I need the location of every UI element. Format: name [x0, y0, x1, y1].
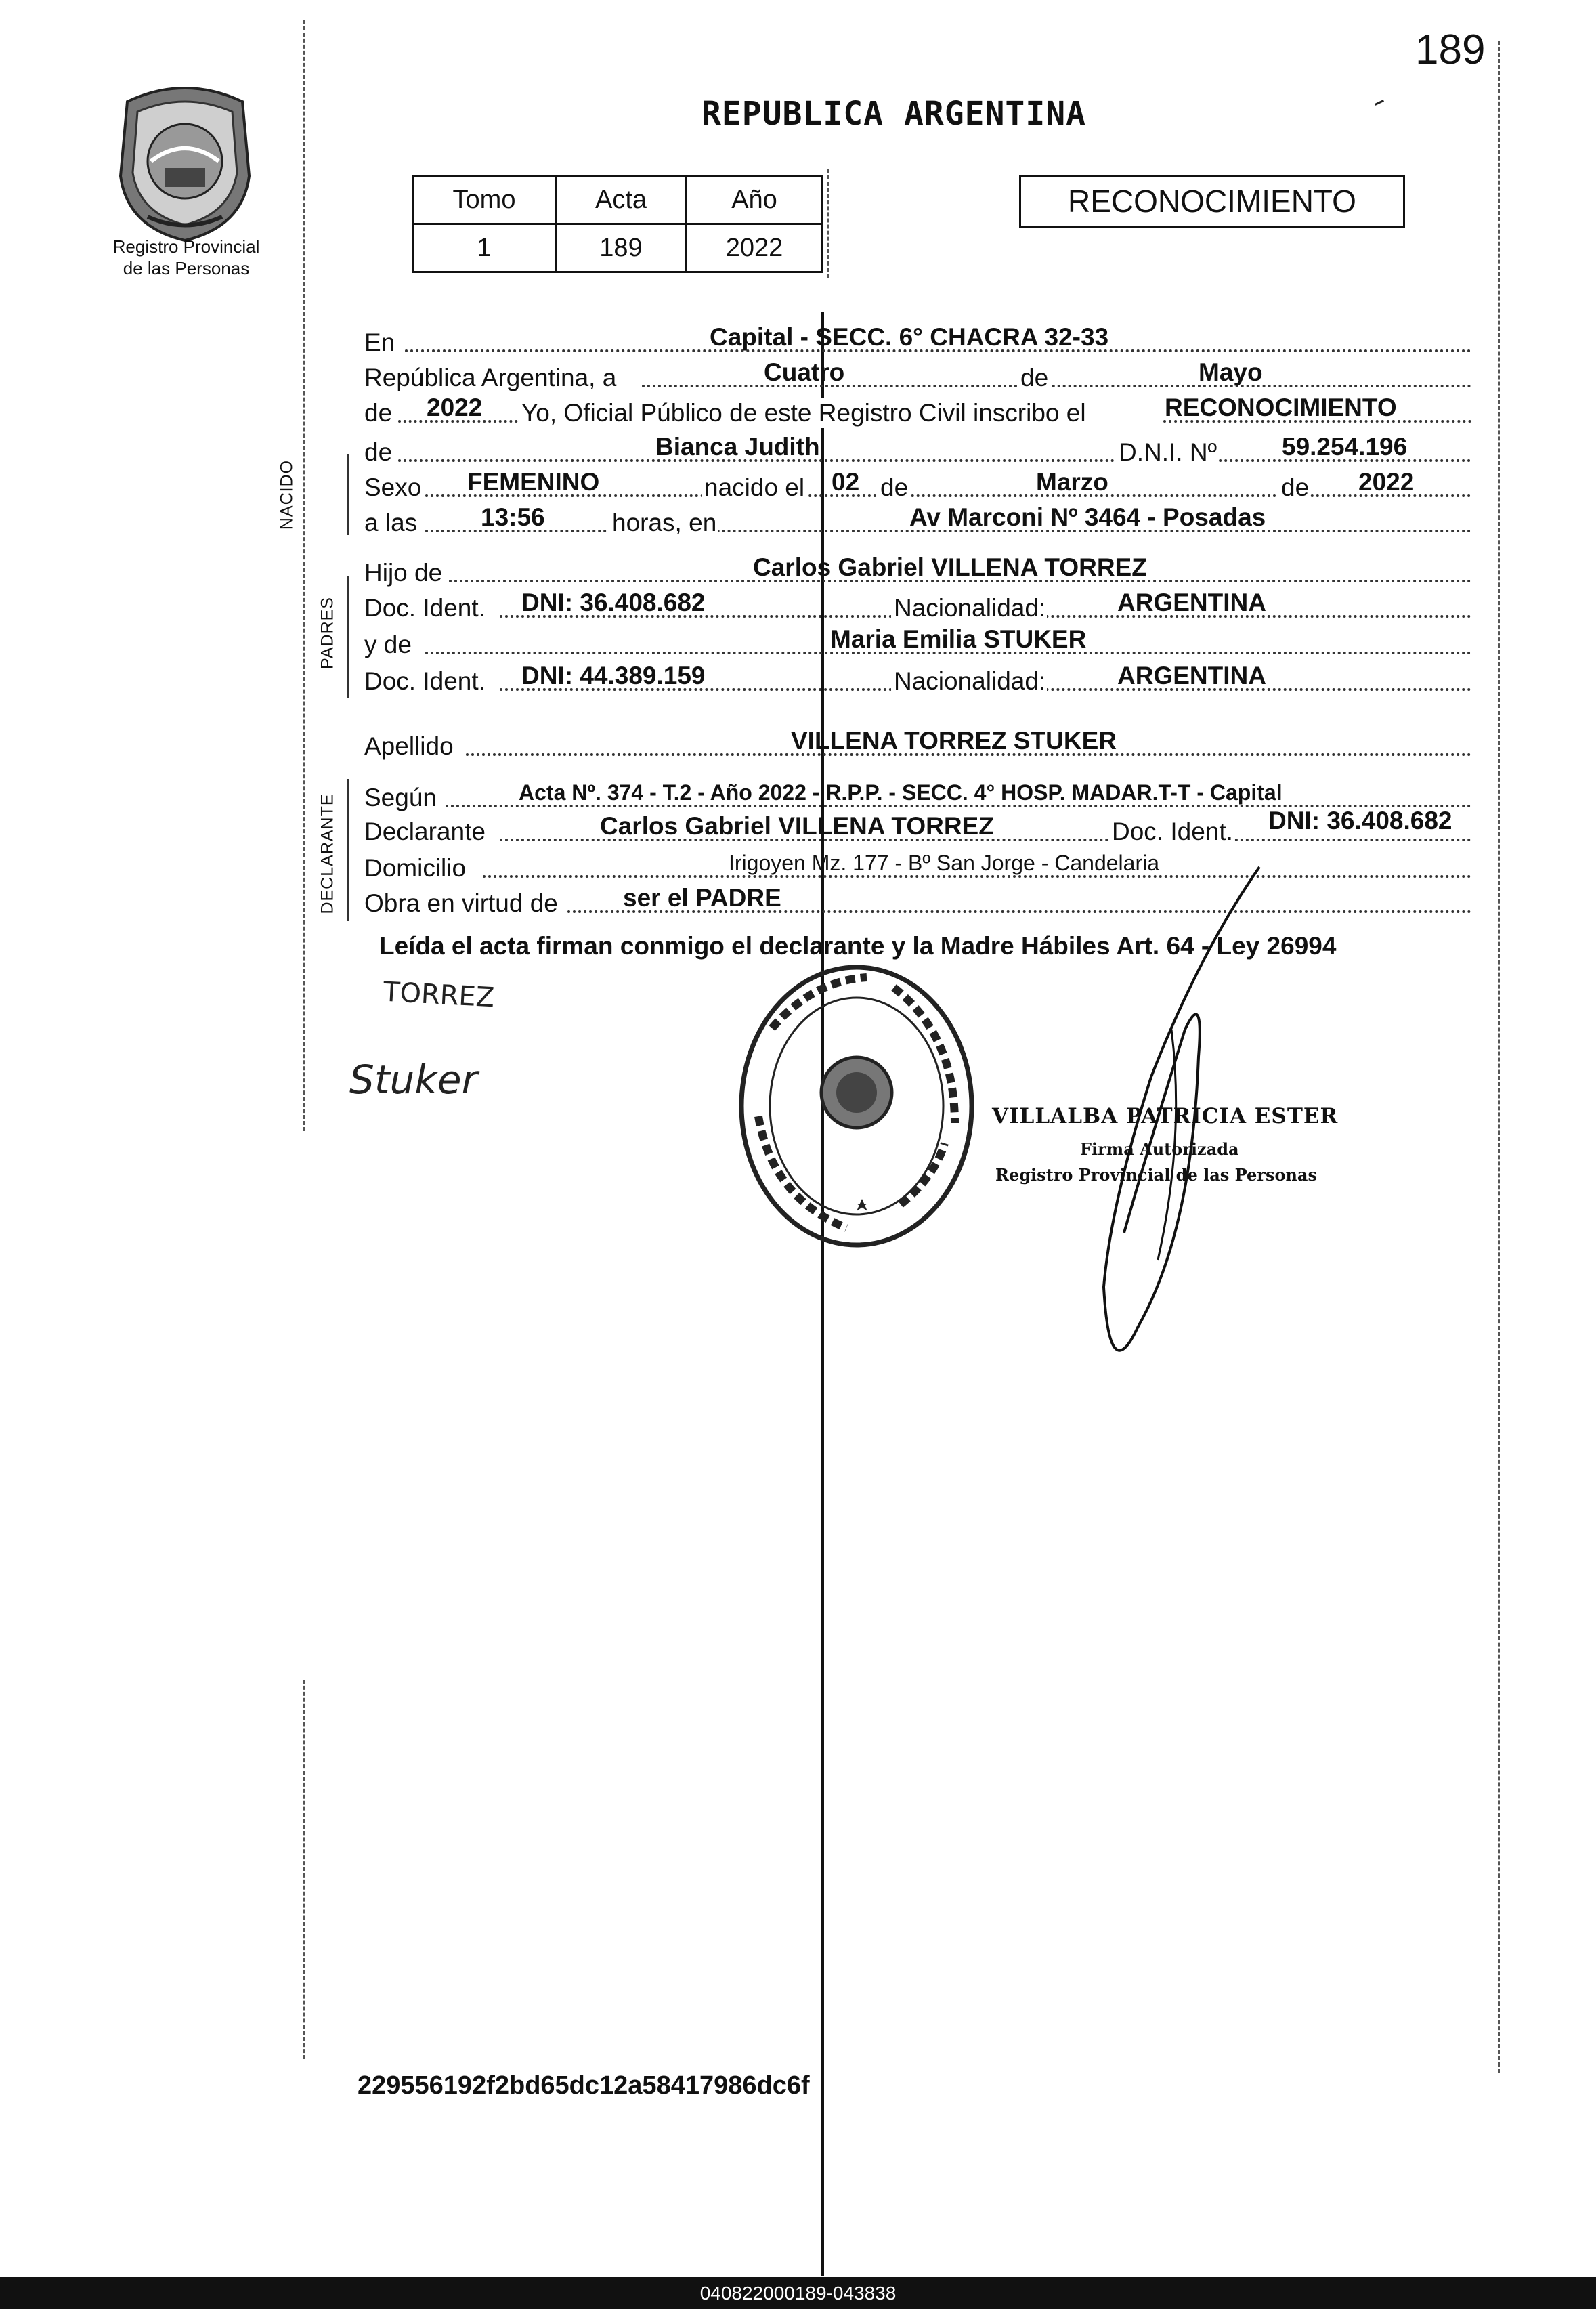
nacido-bracket	[347, 454, 349, 535]
alas-label: a las	[364, 509, 418, 536]
name-de-label: de	[364, 438, 393, 466]
line-domicile	[364, 849, 1471, 883]
mother-doc-label: Doc. Ident.	[364, 667, 486, 695]
mother-doc: DNI: 44.389.159	[521, 662, 706, 690]
declarante-label: Declarante	[364, 818, 486, 845]
declarant-doc: DNI: 36.408.682	[1268, 807, 1452, 834]
line-time	[364, 504, 1471, 538]
en-label: En	[364, 329, 395, 356]
section-label-nacido: NACIDO	[277, 459, 297, 530]
province-emblem-icon	[114, 81, 256, 244]
line-obra	[364, 885, 1471, 918]
closing-statement: Leída el acta firman conmigo el declarante y la Madre Hábiles Art. 64 - Ley 26994	[379, 932, 1337, 960]
line-name	[364, 433, 1471, 467]
acta-header: Acta	[556, 176, 687, 224]
padres-bracket	[347, 576, 349, 698]
mother-name: Maria Emilia STUKER	[830, 625, 1087, 653]
sexo-label: Sexo	[364, 473, 422, 501]
father-doc-label: Doc. Ident.	[364, 594, 486, 622]
registry-line-1: Registro Provincial	[112, 236, 260, 257]
mother-nat-label: Nacionalidad:	[891, 666, 1047, 696]
domicilio-label: Domicilio	[364, 854, 467, 882]
anio-value: 2022	[687, 224, 823, 272]
acta-value: 189	[556, 224, 687, 272]
line-year	[364, 394, 1471, 428]
year-value: 2022	[427, 394, 483, 421]
de-label: de	[1018, 363, 1050, 393]
corner-mark	[1375, 100, 1384, 106]
child-name: Bianca Judith	[655, 433, 820, 461]
month-value: Mayo	[1199, 358, 1263, 386]
yde-label: y de	[364, 631, 412, 658]
declarant-doc-label: Doc. Ident.	[1109, 817, 1234, 847]
page-number: 189	[1415, 26, 1486, 73]
registry-name	[88, 236, 284, 279]
oficial-text: Yo, Oficial Público de este Registro Civil inscribo el	[519, 398, 1087, 428]
domicile-value: Irigoyen Mz. 177 - Bº San Jorge - Candelaria	[729, 851, 1159, 875]
right-margin-line	[1498, 41, 1500, 2073]
document-title: REPUBLICA ARGENTINA	[701, 95, 1087, 133]
registry-line-2: de las Personas	[123, 258, 250, 278]
day-value: Cuatro	[764, 358, 845, 386]
segun-value: Acta Nº. 374 - T.2 - Año 2022 - R.P.P. - SECC. 4° HOSP. MADAR.T-T - Capital	[519, 780, 1282, 805]
left-margin-line	[303, 20, 305, 1131]
table-row	[413, 224, 823, 272]
dni-value: 59.254.196	[1282, 433, 1408, 461]
line-father	[364, 554, 1471, 588]
horas-label: horas, en	[609, 508, 718, 538]
apellido-label: Apellido	[364, 732, 454, 760]
birth-day: 02	[832, 468, 860, 496]
father-nat-label: Nacionalidad:	[891, 593, 1047, 623]
sexo-value: FEMENINO	[467, 468, 600, 496]
tomo-value: 1	[413, 224, 556, 272]
father-nat: ARGENTINA	[1117, 589, 1266, 616]
mother-nat: ARGENTINA	[1117, 662, 1266, 690]
year-label: de	[364, 399, 393, 427]
line-sex	[364, 469, 1471, 503]
line-en	[364, 324, 1471, 358]
line-surname	[364, 727, 1471, 761]
republica-label: República Argentina, a	[364, 364, 617, 391]
footer-code: 040822000189-043838	[699, 2283, 897, 2304]
signature-torrez: TORREZ	[382, 976, 496, 1014]
obra-label: Obra en virtud de	[364, 889, 558, 917]
official-authorized: Firma Autorizada	[1080, 1139, 1239, 1159]
birth-de2-label: de	[1278, 473, 1310, 503]
line-mother	[364, 626, 1471, 660]
birth-year: 2022	[1358, 468, 1415, 496]
birth-de-label: de	[878, 473, 909, 503]
father-doc: DNI: 36.408.682	[521, 589, 706, 616]
tomo-header: Tomo	[413, 176, 556, 224]
birth-month: Marzo	[1036, 468, 1108, 496]
section-label-padres: PADRES	[318, 597, 337, 669]
en-value: Capital - SECC. 6° CHACRA 32-33	[710, 323, 1109, 351]
signature-stuker: Stuker	[349, 1057, 478, 1103]
segun-label: Según	[364, 784, 437, 811]
hijo-label: Hijo de	[364, 559, 443, 587]
place-value: Av Marconi Nº 3464 - Posadas	[909, 503, 1266, 531]
center-mark-line	[827, 169, 829, 278]
line-declarant	[364, 807, 1471, 847]
nacido-label: nacido el	[702, 473, 806, 503]
father-name: Carlos Gabriel VILLENA TORREZ	[753, 553, 1147, 581]
section-label-declarante: DECLARANTE	[318, 793, 337, 914]
declarante-bracket	[347, 779, 349, 921]
time-value: 13:56	[481, 503, 545, 531]
declarant-name: Carlos Gabriel VILLENA TORREZ	[600, 812, 994, 840]
table-header-row	[413, 176, 823, 224]
surname-value: VILLENA TORREZ STUKER	[791, 727, 1117, 755]
record-table	[412, 175, 823, 273]
act-value: RECONOCIMIENTO	[1165, 394, 1397, 421]
left-margin-line-lower	[303, 1680, 305, 2059]
obra-value: ser el PADRE	[623, 884, 781, 912]
line-mother-doc	[364, 662, 1471, 696]
anio-header: Año	[687, 176, 823, 224]
official-name: VILLALBA PATRICIA ESTER	[992, 1104, 1339, 1128]
line-father-doc	[364, 589, 1471, 623]
official-office: Registro Provincial de las Personas	[995, 1165, 1317, 1185]
official-seal-icon	[731, 960, 982, 1252]
record-type-box: RECONOCIMIENTO	[1019, 175, 1405, 228]
document-hash: 229556192f2bd65dc12a58417986dc6f	[358, 2071, 810, 2100]
line-date	[364, 359, 1471, 393]
dni-label: D.N.I. Nº	[1116, 438, 1218, 467]
